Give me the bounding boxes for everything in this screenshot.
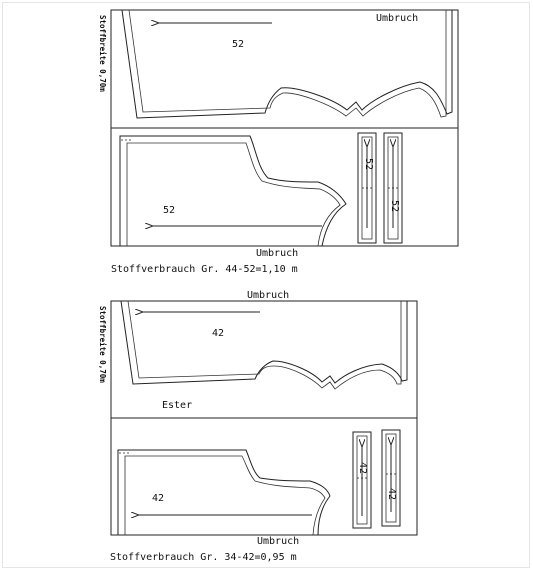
- front-pattern-piece: [120, 136, 346, 246]
- layout-top: [98, 10, 458, 275]
- back-pattern-piece: [122, 10, 452, 118]
- fold-label-bottom: Umbruch: [257, 536, 300, 547]
- back-size-label: 52: [232, 39, 245, 50]
- back-size-label: 42: [212, 328, 225, 339]
- front-pattern-piece: [118, 450, 330, 535]
- fabric-width-label: Stoffbreite 0,70m: [98, 15, 107, 92]
- strip-1-size-label: 42: [357, 462, 368, 475]
- front-size-label: 52: [163, 205, 176, 216]
- layout-bottom: [98, 290, 417, 563]
- strip-piece-2: [382, 430, 400, 526]
- fabric-area-top-lower: [111, 128, 458, 246]
- front-size-label: 42: [152, 493, 165, 504]
- fold-label-top: Umbruch: [247, 290, 290, 301]
- fabric-name-label: Ester: [162, 400, 193, 411]
- fabric-area-bottom-upper: [111, 301, 417, 418]
- fabric-consumption-label: Stoffverbrauch Gr. 34-42=0,95 m: [110, 552, 297, 563]
- strip-2-size-label: 42: [386, 488, 397, 501]
- fold-label-top: Umbruch: [376, 13, 419, 24]
- fabric-consumption-label: Stoffverbrauch Gr. 44-52=1,10 m: [111, 264, 298, 275]
- fabric-area-top-upper: [111, 10, 458, 128]
- strip-2-size-label: 52: [389, 200, 400, 213]
- strip-piece-2: [384, 133, 402, 243]
- strip-piece-1: [353, 432, 371, 528]
- back-pattern-piece: [121, 301, 407, 389]
- fabric-width-label: Stoffbreite 0,70m: [98, 306, 107, 383]
- fold-label-bottom: Umbruch: [256, 248, 299, 259]
- strip-piece-1: [358, 133, 376, 243]
- strip-1-size-label: 52: [363, 158, 374, 171]
